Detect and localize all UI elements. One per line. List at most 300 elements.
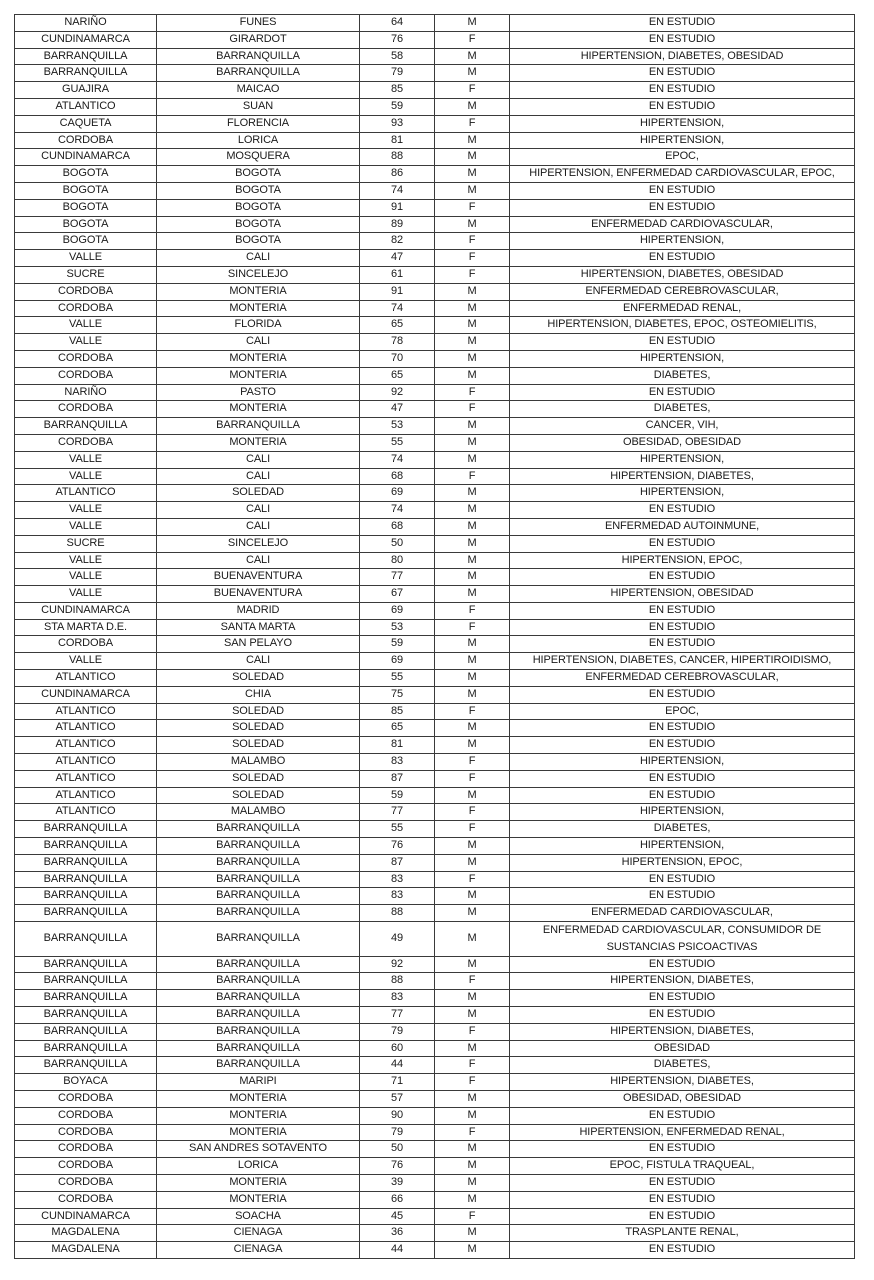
cell-municipio: BOGOTA — [157, 216, 360, 233]
cell-edad: 64 — [360, 15, 435, 32]
cell-municipio: SAN ANDRES SOTAVENTO — [157, 1141, 360, 1158]
cell-municipio: LORICA — [157, 1158, 360, 1175]
cell-edad: 68 — [360, 518, 435, 535]
cell-edad: 47 — [360, 250, 435, 267]
cases-table — [14, 14, 855, 1259]
cell-edad: 74 — [360, 451, 435, 468]
cell-municipio: CHIA — [157, 686, 360, 703]
cell-edad: 85 — [360, 82, 435, 99]
cell-departamento: VALLE — [15, 334, 157, 351]
table-row — [15, 1141, 855, 1158]
table-row — [15, 703, 855, 720]
cell-comorbilidades: EN ESTUDIO — [510, 737, 855, 754]
cell-departamento: SUCRE — [15, 535, 157, 552]
cell-municipio: MONTERIA — [157, 283, 360, 300]
cell-departamento: CORDOBA — [15, 132, 157, 149]
cell-comorbilidades: EN ESTUDIO — [510, 569, 855, 586]
cell-municipio: BOGOTA — [157, 233, 360, 250]
cell-comorbilidades: HIPERTENSION, DIABETES, — [510, 468, 855, 485]
cell-edad: 58 — [360, 48, 435, 65]
cell-edad: 83 — [360, 990, 435, 1007]
table-row — [15, 1074, 855, 1091]
cell-sexo: F — [435, 82, 510, 99]
table-row — [15, 1208, 855, 1225]
cell-sexo: M — [435, 182, 510, 199]
cell-comorbilidades: CANCER, VIH, — [510, 418, 855, 435]
table-row — [15, 973, 855, 990]
cell-comorbilidades: HIPERTENSION, EPOC, — [510, 854, 855, 871]
cell-departamento: VALLE — [15, 317, 157, 334]
cell-sexo: M — [435, 166, 510, 183]
cell-sexo: M — [435, 686, 510, 703]
cell-municipio: FLORENCIA — [157, 115, 360, 132]
cell-comorbilidades: DIABETES, — [510, 1057, 855, 1074]
cell-municipio: SINCELEJO — [157, 535, 360, 552]
cell-municipio: CALI — [157, 518, 360, 535]
table-row — [15, 821, 855, 838]
table-row — [15, 149, 855, 166]
cell-sexo: M — [435, 1158, 510, 1175]
table-row — [15, 266, 855, 283]
cell-sexo: M — [435, 636, 510, 653]
table-row — [15, 754, 855, 771]
cell-sexo: F — [435, 754, 510, 771]
cell-comorbilidades: HIPERTENSION, — [510, 485, 855, 502]
cell-sexo: M — [435, 586, 510, 603]
cell-edad: 92 — [360, 956, 435, 973]
cell-departamento: CORDOBA — [15, 1141, 157, 1158]
cell-municipio: BOGOTA — [157, 199, 360, 216]
cell-municipio: MONTERIA — [157, 1091, 360, 1108]
cell-departamento: CORDOBA — [15, 300, 157, 317]
cell-sexo: M — [435, 451, 510, 468]
cell-municipio: BOGOTA — [157, 166, 360, 183]
table-row — [15, 619, 855, 636]
cell-comorbilidades: EN ESTUDIO — [510, 636, 855, 653]
cell-edad: 44 — [360, 1057, 435, 1074]
table-row — [15, 804, 855, 821]
cell-municipio: BARRANQUILLA — [157, 48, 360, 65]
cell-comorbilidades: ENFERMEDAD CARDIOVASCULAR, — [510, 216, 855, 233]
table-row — [15, 1107, 855, 1124]
table-row — [15, 1124, 855, 1141]
cell-comorbilidades: EN ESTUDIO — [510, 182, 855, 199]
cell-edad: 66 — [360, 1191, 435, 1208]
cell-sexo: M — [435, 552, 510, 569]
cell-municipio: BUENAVENTURA — [157, 569, 360, 586]
table-row — [15, 485, 855, 502]
table-row — [15, 451, 855, 468]
cell-departamento: SUCRE — [15, 266, 157, 283]
table-row — [15, 233, 855, 250]
table-row — [15, 98, 855, 115]
cell-edad: 74 — [360, 182, 435, 199]
cell-departamento: BARRANQUILLA — [15, 922, 157, 957]
cell-municipio: MADRID — [157, 602, 360, 619]
cell-edad: 79 — [360, 1124, 435, 1141]
cell-departamento: ATLANTICO — [15, 485, 157, 502]
cell-sexo: M — [435, 283, 510, 300]
cell-edad: 69 — [360, 602, 435, 619]
cell-edad: 50 — [360, 1141, 435, 1158]
cell-sexo: F — [435, 1023, 510, 1040]
cell-departamento: BARRANQUILLA — [15, 956, 157, 973]
cell-comorbilidades: EN ESTUDIO — [510, 956, 855, 973]
cell-edad: 44 — [360, 1242, 435, 1259]
cell-comorbilidades: DIABETES, — [510, 367, 855, 384]
cell-departamento: NARIÑO — [15, 15, 157, 32]
table-row — [15, 250, 855, 267]
cell-edad: 76 — [360, 1158, 435, 1175]
cell-municipio: MONTERIA — [157, 401, 360, 418]
cell-comorbilidades: HIPERTENSION, DIABETES, OBESIDAD — [510, 266, 855, 283]
cell-sexo: M — [435, 922, 510, 957]
table-row — [15, 502, 855, 519]
cell-departamento: ATLANTICO — [15, 754, 157, 771]
cell-sexo: M — [435, 854, 510, 871]
cell-municipio: CALI — [157, 468, 360, 485]
cell-comorbilidades: EN ESTUDIO — [510, 1174, 855, 1191]
cell-sexo: M — [435, 418, 510, 435]
table-row — [15, 434, 855, 451]
cell-municipio: SANTA MARTA — [157, 619, 360, 636]
cell-municipio: MAICAO — [157, 82, 360, 99]
cell-departamento: ATLANTICO — [15, 770, 157, 787]
cell-edad: 83 — [360, 754, 435, 771]
cell-sexo: M — [435, 1174, 510, 1191]
cell-municipio: SOLEDAD — [157, 787, 360, 804]
cell-departamento: CORDOBA — [15, 434, 157, 451]
cell-municipio: MONTERIA — [157, 300, 360, 317]
cell-edad: 65 — [360, 317, 435, 334]
cell-comorbilidades: EN ESTUDIO — [510, 1208, 855, 1225]
table-row — [15, 535, 855, 552]
cell-municipio: BARRANQUILLA — [157, 990, 360, 1007]
cell-comorbilidades: EN ESTUDIO — [510, 15, 855, 32]
cell-municipio: BARRANQUILLA — [157, 1023, 360, 1040]
cell-sexo: F — [435, 1124, 510, 1141]
cell-sexo: M — [435, 535, 510, 552]
cell-municipio: SOLEDAD — [157, 485, 360, 502]
cell-edad: 88 — [360, 905, 435, 922]
cell-comorbilidades: EN ESTUDIO — [510, 82, 855, 99]
cell-departamento: BARRANQUILLA — [15, 888, 157, 905]
table-row — [15, 401, 855, 418]
cell-edad: 88 — [360, 973, 435, 990]
cell-departamento: CORDOBA — [15, 636, 157, 653]
cell-sexo: F — [435, 770, 510, 787]
table-row — [15, 115, 855, 132]
cell-edad: 79 — [360, 65, 435, 82]
cell-municipio: BARRANQUILLA — [157, 871, 360, 888]
table-row — [15, 737, 855, 754]
cell-comorbilidades: DIABETES, — [510, 821, 855, 838]
cell-comorbilidades: OBESIDAD, OBESIDAD — [510, 1091, 855, 1108]
table-row — [15, 384, 855, 401]
cell-edad: 67 — [360, 586, 435, 603]
cell-municipio: CALI — [157, 250, 360, 267]
cell-sexo: F — [435, 703, 510, 720]
cell-comorbilidades: EN ESTUDIO — [510, 1191, 855, 1208]
cell-municipio: BOGOTA — [157, 182, 360, 199]
cell-comorbilidades: EN ESTUDIO — [510, 990, 855, 1007]
cell-departamento: BOGOTA — [15, 199, 157, 216]
cell-departamento: CORDOBA — [15, 401, 157, 418]
cell-sexo: M — [435, 737, 510, 754]
cell-municipio: FUNES — [157, 15, 360, 32]
cell-edad: 91 — [360, 199, 435, 216]
cell-municipio: CALI — [157, 653, 360, 670]
cell-departamento: VALLE — [15, 653, 157, 670]
cell-municipio: MALAMBO — [157, 754, 360, 771]
cell-departamento: VALLE — [15, 586, 157, 603]
table-row — [15, 132, 855, 149]
cell-edad: 78 — [360, 334, 435, 351]
table-row — [15, 283, 855, 300]
table-row — [15, 1091, 855, 1108]
cell-edad: 68 — [360, 468, 435, 485]
cell-sexo: M — [435, 350, 510, 367]
cell-municipio: CIENAGA — [157, 1242, 360, 1259]
cell-sexo: M — [435, 65, 510, 82]
cell-edad: 77 — [360, 569, 435, 586]
cell-sexo: F — [435, 1208, 510, 1225]
cell-departamento: VALLE — [15, 502, 157, 519]
cell-comorbilidades: HIPERTENSION, — [510, 804, 855, 821]
cell-edad: 36 — [360, 1225, 435, 1242]
table-row — [15, 418, 855, 435]
cell-departamento: VALLE — [15, 552, 157, 569]
cell-departamento: VALLE — [15, 518, 157, 535]
cell-departamento: CUNDINAMARCA — [15, 1208, 157, 1225]
cell-municipio: BARRANQUILLA — [157, 1007, 360, 1024]
cell-departamento: BARRANQUILLA — [15, 854, 157, 871]
cell-municipio: SOLEDAD — [157, 770, 360, 787]
cell-departamento: CUNDINAMARCA — [15, 686, 157, 703]
cell-sexo: F — [435, 973, 510, 990]
cell-sexo: M — [435, 434, 510, 451]
table-row — [15, 956, 855, 973]
cell-municipio: SOLEDAD — [157, 737, 360, 754]
cell-comorbilidades: HIPERTENSION, DIABETES, — [510, 973, 855, 990]
cell-sexo: F — [435, 1057, 510, 1074]
cell-comorbilidades: EN ESTUDIO — [510, 65, 855, 82]
cell-municipio: SINCELEJO — [157, 266, 360, 283]
cell-municipio: MONTERIA — [157, 367, 360, 384]
table-row — [15, 770, 855, 787]
cell-departamento: CORDOBA — [15, 1107, 157, 1124]
cell-comorbilidades: ENFERMEDAD AUTOINMUNE, — [510, 518, 855, 535]
cell-comorbilidades: EN ESTUDIO — [510, 1141, 855, 1158]
cell-municipio: SOLEDAD — [157, 703, 360, 720]
cell-sexo: M — [435, 1191, 510, 1208]
cell-municipio: MONTERIA — [157, 1174, 360, 1191]
cell-departamento: MAGDALENA — [15, 1242, 157, 1259]
table-row — [15, 922, 855, 957]
cell-departamento: BARRANQUILLA — [15, 871, 157, 888]
cell-edad: 49 — [360, 922, 435, 957]
cell-edad: 57 — [360, 1091, 435, 1108]
cell-municipio: MOSQUERA — [157, 149, 360, 166]
cell-comorbilidades: ENFERMEDAD CEREBROVASCULAR, — [510, 283, 855, 300]
cell-edad: 86 — [360, 166, 435, 183]
cases-table-body — [15, 15, 855, 1259]
cell-sexo: M — [435, 334, 510, 351]
cell-departamento: CORDOBA — [15, 1124, 157, 1141]
cell-edad: 88 — [360, 149, 435, 166]
table-row — [15, 854, 855, 871]
cell-departamento: ATLANTICO — [15, 98, 157, 115]
cell-sexo: F — [435, 602, 510, 619]
cell-sexo: F — [435, 619, 510, 636]
cell-municipio: MONTERIA — [157, 1124, 360, 1141]
cell-departamento: VALLE — [15, 569, 157, 586]
table-row — [15, 990, 855, 1007]
cell-sexo: F — [435, 233, 510, 250]
table-row — [15, 199, 855, 216]
cell-edad: 79 — [360, 1023, 435, 1040]
cell-sexo: M — [435, 956, 510, 973]
cell-edad: 83 — [360, 871, 435, 888]
cell-comorbilidades: HIPERTENSION, DIABETES, OBESIDAD — [510, 48, 855, 65]
cell-municipio: BUENAVENTURA — [157, 586, 360, 603]
cell-edad: 76 — [360, 31, 435, 48]
cell-departamento: VALLE — [15, 250, 157, 267]
cell-municipio: MALAMBO — [157, 804, 360, 821]
cell-sexo: M — [435, 485, 510, 502]
cell-comorbilidades: HIPERTENSION, — [510, 451, 855, 468]
table-row — [15, 1158, 855, 1175]
table-row — [15, 1007, 855, 1024]
cell-comorbilidades: EN ESTUDIO — [510, 619, 855, 636]
cell-departamento: BARRANQUILLA — [15, 418, 157, 435]
cell-departamento: BOYACA — [15, 1074, 157, 1091]
cell-edad: 53 — [360, 619, 435, 636]
cell-edad: 59 — [360, 787, 435, 804]
cell-departamento: CUNDINAMARCA — [15, 602, 157, 619]
cell-edad: 87 — [360, 854, 435, 871]
table-row — [15, 216, 855, 233]
cell-municipio: BARRANQUILLA — [157, 905, 360, 922]
cell-municipio: MONTERIA — [157, 434, 360, 451]
cell-municipio: FLORIDA — [157, 317, 360, 334]
cell-sexo: M — [435, 1225, 510, 1242]
cell-sexo: M — [435, 1040, 510, 1057]
table-row — [15, 905, 855, 922]
table-row — [15, 350, 855, 367]
table-row — [15, 552, 855, 569]
cell-edad: 61 — [360, 266, 435, 283]
table-row — [15, 1023, 855, 1040]
table-row — [15, 15, 855, 32]
cell-municipio: BARRANQUILLA — [157, 821, 360, 838]
table-row — [15, 1225, 855, 1242]
cell-departamento: CORDOBA — [15, 1091, 157, 1108]
table-row — [15, 518, 855, 535]
cell-departamento: GUAJIRA — [15, 82, 157, 99]
table-row — [15, 1242, 855, 1259]
cell-comorbilidades: HIPERTENSION, — [510, 754, 855, 771]
cell-comorbilidades: DIABETES, — [510, 401, 855, 418]
cell-comorbilidades: HIPERTENSION, — [510, 350, 855, 367]
cell-sexo: M — [435, 787, 510, 804]
cell-municipio: SUAN — [157, 98, 360, 115]
cell-municipio: CALI — [157, 334, 360, 351]
cell-departamento: BOGOTA — [15, 233, 157, 250]
cell-sexo: F — [435, 468, 510, 485]
cell-municipio: CALI — [157, 502, 360, 519]
cell-edad: 87 — [360, 770, 435, 787]
cell-sexo: F — [435, 384, 510, 401]
cell-comorbilidades: HIPERTENSION, EPOC, — [510, 552, 855, 569]
cell-municipio: MONTERIA — [157, 350, 360, 367]
cell-sexo: M — [435, 502, 510, 519]
cell-departamento: CUNDINAMARCA — [15, 31, 157, 48]
table-row — [15, 1040, 855, 1057]
cell-comorbilidades: EN ESTUDIO — [510, 770, 855, 787]
cell-sexo: M — [435, 132, 510, 149]
cell-edad: 81 — [360, 737, 435, 754]
table-row — [15, 300, 855, 317]
cell-sexo: M — [435, 720, 510, 737]
cell-municipio: MONTERIA — [157, 1107, 360, 1124]
cell-sexo: M — [435, 15, 510, 32]
cell-departamento: ATLANTICO — [15, 670, 157, 687]
cell-municipio: BARRANQUILLA — [157, 65, 360, 82]
cell-comorbilidades: OBESIDAD, OBESIDAD — [510, 434, 855, 451]
cell-municipio: BARRANQUILLA — [157, 418, 360, 435]
cell-municipio: MONTERIA — [157, 1191, 360, 1208]
cell-comorbilidades: HIPERTENSION, — [510, 838, 855, 855]
cell-municipio: BARRANQUILLA — [157, 973, 360, 990]
cell-sexo: M — [435, 838, 510, 855]
table-row — [15, 720, 855, 737]
table-row — [15, 82, 855, 99]
cell-departamento: ATLANTICO — [15, 720, 157, 737]
cell-sexo: M — [435, 317, 510, 334]
cell-departamento: ATLANTICO — [15, 804, 157, 821]
cell-municipio: BARRANQUILLA — [157, 854, 360, 871]
cell-departamento: BARRANQUILLA — [15, 973, 157, 990]
cell-departamento: BOGOTA — [15, 182, 157, 199]
cell-edad: 70 — [360, 350, 435, 367]
cell-edad: 77 — [360, 804, 435, 821]
cell-sexo: F — [435, 1074, 510, 1091]
table-row — [15, 586, 855, 603]
cell-departamento: ATLANTICO — [15, 703, 157, 720]
cell-departamento: ATLANTICO — [15, 737, 157, 754]
cell-departamento: BARRANQUILLA — [15, 1007, 157, 1024]
cell-departamento: VALLE — [15, 468, 157, 485]
cell-departamento: BARRANQUILLA — [15, 65, 157, 82]
cell-comorbilidades: EPOC, — [510, 149, 855, 166]
cell-comorbilidades: EN ESTUDIO — [510, 535, 855, 552]
cell-departamento: BOGOTA — [15, 166, 157, 183]
table-row — [15, 166, 855, 183]
cell-comorbilidades: HIPERTENSION, — [510, 132, 855, 149]
table-row — [15, 317, 855, 334]
cell-edad: 93 — [360, 115, 435, 132]
cell-comorbilidades: HIPERTENSION, DIABETES, — [510, 1074, 855, 1091]
cell-sexo: M — [435, 1007, 510, 1024]
cell-municipio: GIRARDOT — [157, 31, 360, 48]
cell-edad: 80 — [360, 552, 435, 569]
cell-departamento: CORDOBA — [15, 1158, 157, 1175]
cell-comorbilidades: ENFERMEDAD CARDIOVASCULAR, — [510, 905, 855, 922]
table-row — [15, 838, 855, 855]
table-row — [15, 182, 855, 199]
cell-edad: 89 — [360, 216, 435, 233]
